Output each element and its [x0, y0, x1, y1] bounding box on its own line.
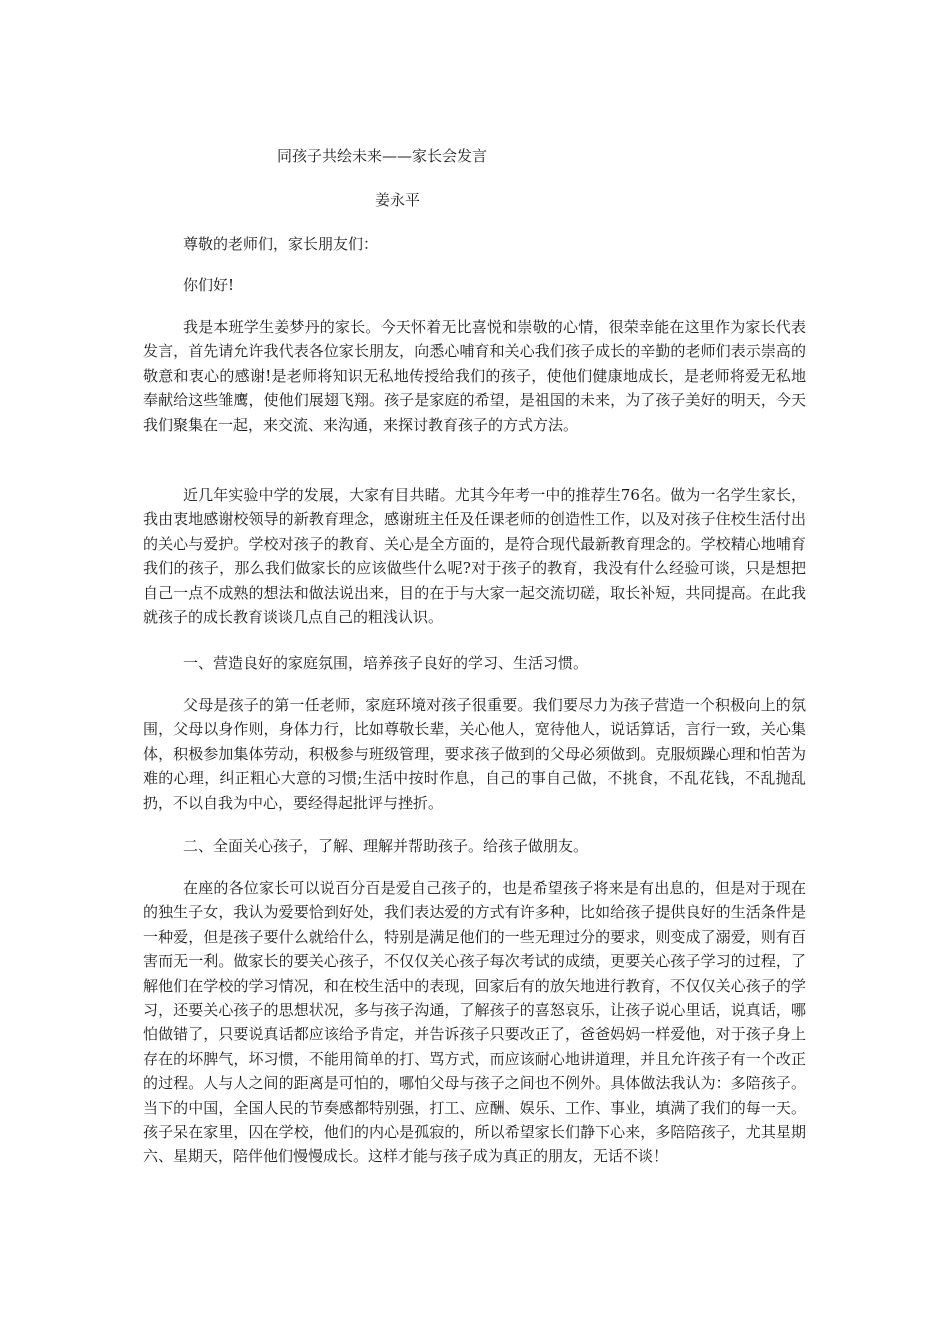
section-2-heading: 二、全面关心孩子，了解、理解并帮助孩子。给孩子做朋友。	[183, 837, 589, 855]
section-2-body: 在座的各位家长可以说百分百是爱自己孩子的，也是希望孩子将来是有出息的，但是对于现在的独生子女，我认为爱要恰到好处，我们表达爱的方式有许多种，比如给孩子提供良好的生活条件是一种爱，但是孩子要什么就给什么，特别是满足他们的一些无理过分的要求，则变成了溺爱，则有百害而无一利。做家长的要关心孩子，不仅仅关心孩子每次考试的成绩，更要关心孩子学习的过程，了解他们在学校的学习情况，和在校生活中的表现，回家后有的放矢地进行教育，不仅仅关心孩子的学习，还要关心孩子的思想状况，多与孩子沟通，了解孩子的喜怒哀乐，让孩子说心里话，说真话，哪怕做错了，只要说真话都应该给予肯定，并告诉孩子只要改正了，爸爸妈妈一样爱他，对于孩子身上存在的坏脾气，坏习惯，不能用简单的打、骂方式，而应该耐心地讲道理，并且允许孩子有一个改正的过程。人与人之间的距离是可怕的，哪怕父母与孩子之间也不例外。具体做法我认为：多陪孩子。当下的中国，全国人民的节奏感都特别强，打工、应酬、娱乐、工作、事业，填满了我们的每一天。孩子呆在家里，囚在学校，他们的内心是孤寂的，所以希望家长们静下心来，多陪陪孩子，尤其星期六、星期天，陪伴他们慢慢成长。这样才能与孩子成为真正的朋友，无话不谈！	[143, 879, 806, 1166]
document-title: 同孩子共绘未来——家长会发言	[277, 147, 488, 165]
section-1-heading: 一、营造良好的家庭氛围，培养孩子良好的学习、生活习惯。	[183, 654, 589, 672]
section-1-body: 父母是孩子的第一任老师，家庭环境对孩子很重要。我们要尽力为孩子营造一个积极向上的氛围，父母以身作则，身体力行，比如尊敬长辈，关心他人，宽待他人，说话算话，言行一致，关心集体，积极参加集体劳动，积极参与班级管理，要求孩子做到的父母必须做到。克服烦躁心理和怕苦为难的心理，纠正粗心大意的习惯;生活中按时作息，自己的事自己做，不挑食，不乱花钱，不乱抛乱扔，不以自我为中心，要经得起批评与挫折。	[143, 696, 806, 812]
paragraph-school: 近几年实验中学的发展，大家有目共睹。尤其今年考一中的推荐生76名。做为一名学生家长，我由衷地感谢校领导的新教育理念，感谢班主任及任课老师的创造性工作，以及对孩子住校生活付出的关心与爱护。学校对孩子的教育、关心是全方面的，是符合现代最新教育理念的。学校精心地哺育我们的孩子，那么我们做家长的应该做些什么呢?对于孩子的教育，我没有什么经验可谈，只是想把自己一点不成熟的想法和做法说出来，目的在于与大家一起交流切磋，取长补短，共同提高。在此我就孩子的成长教育谈谈几点自己的粗浅认识。	[143, 486, 806, 627]
document-author: 姜永平	[375, 191, 421, 209]
greeting: 你们好!	[183, 276, 235, 294]
paragraph-intro: 我是本班学生姜梦丹的家长。今天怀着无比喜悦和崇敬的心情，很荣幸能在这里作为家长代表发言，首先请允许我代表各位家长朋友，向悉心哺育和关心我们孩子成长的辛勤的老师们表示崇高的敬意和衷心的感谢!是老师将知识无私地传授给我们的孩子，使他们健康地成长，是老师将爱无私地奉献给这些雏鹰，使他们展翅飞翔。孩子是家庭的希望，是祖国的未来，为了孩子美好的明天，今天我们聚集在一起，来交流、来沟通，来探讨教育孩子的方式方法。	[143, 318, 806, 434]
salutation: 尊敬的老师们，家长朋友们：	[183, 235, 379, 253]
